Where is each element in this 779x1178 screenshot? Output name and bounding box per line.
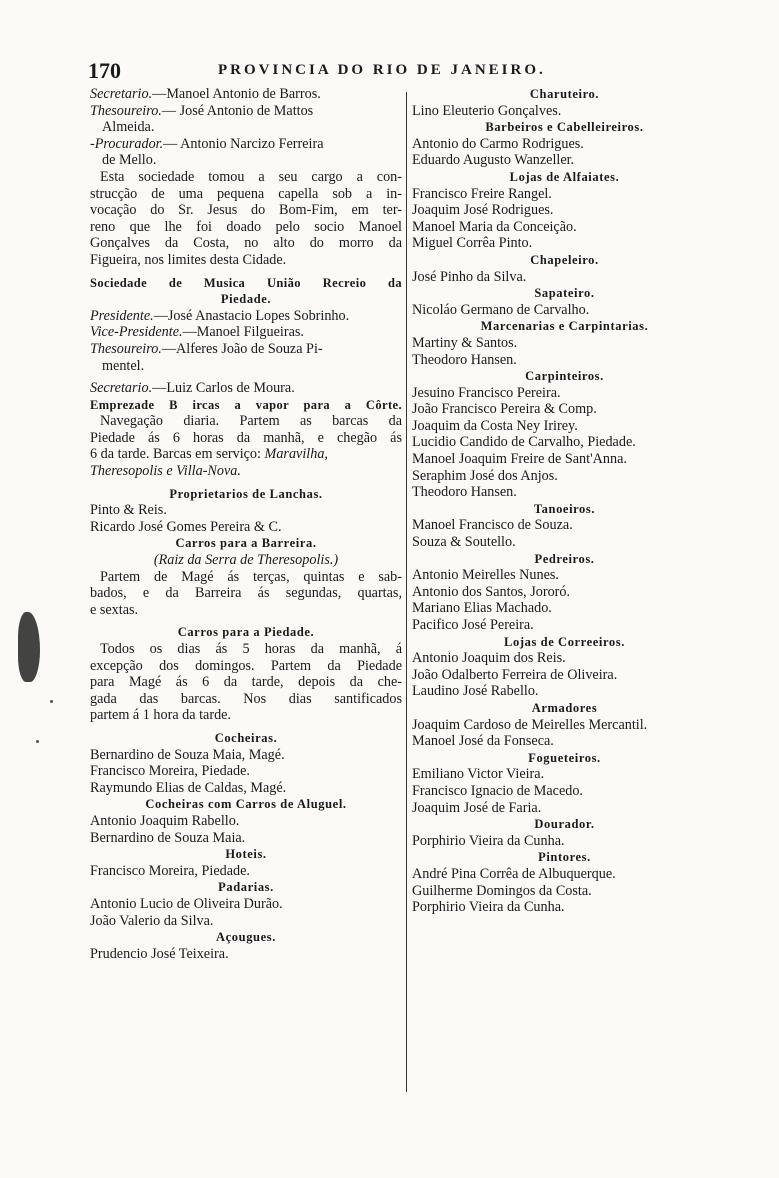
officer-name: —Manoel Antonio de Barros. xyxy=(152,86,321,102)
text-line: excepção dos domingos. Partem da Piedade xyxy=(90,657,402,674)
directory-entry: Pacifico José Pereira. xyxy=(412,617,534,633)
directory-entry: Manoel Maria da Conceição. xyxy=(412,218,577,235)
section-heading: Carros para a Piedade. xyxy=(177,625,315,640)
officer-line xyxy=(90,324,402,341)
directory-entry: Antonio dos Santos, Jororó. xyxy=(412,583,571,600)
directory-entry: Theodoro Hansen. xyxy=(412,351,517,368)
section-heading: Carros para a Barreira. xyxy=(175,536,317,551)
text-line: Esta sociedade tomou a seu cargo a con- xyxy=(100,168,402,185)
directory-entry: Prudencio José Teixeira. xyxy=(90,945,229,962)
section-heading: Padarias. xyxy=(218,880,274,895)
directory-entry: Emiliano Victor Vieira. xyxy=(412,766,545,783)
directory-entry: Joaquim da Costa Ney Irirey. xyxy=(412,417,578,434)
page-header xyxy=(88,58,709,86)
text-line: para Magé ás 6 da tarde, depois da che- xyxy=(90,674,402,691)
directory-entry: Ricardo José Gomes Pereira & C. xyxy=(90,518,282,535)
section-heading: Pedreiros. xyxy=(534,551,595,566)
directory-entry: Bernardino de Souza Maia, Magé. xyxy=(90,746,285,763)
ink-speck xyxy=(50,700,53,703)
directory-entry: Bernardino de Souza Maia. xyxy=(90,829,246,846)
directory-entry: Eduardo Augusto Wanzeller. xyxy=(412,152,575,169)
section-heading: Armadores xyxy=(531,700,598,715)
directory-entry: Francisco Ignacio de Macedo. xyxy=(412,782,583,799)
section-heading: Tanoeiros. xyxy=(533,501,596,516)
text-line: Navegação diaria. Partem as barcas da xyxy=(100,413,402,430)
text-line: e sextas. xyxy=(90,601,139,618)
directory-entry: Antonio Meirelles Nunes. xyxy=(412,567,559,584)
directory-entry: Theodoro Hansen. xyxy=(412,484,517,501)
left-column xyxy=(90,86,402,962)
officer-role: Secretario. xyxy=(90,380,153,397)
section-heading: Dourador. xyxy=(534,817,595,832)
officer-name: —Alferes João de Souza Pi- xyxy=(161,340,323,357)
text-line: gada das barcas. Nos dias santificados xyxy=(90,690,402,707)
directory-entry: Joaquim Cardoso de Meirelles Mercantil. xyxy=(412,716,648,733)
directory-entry: Antonio do Carmo Rodrigues. xyxy=(412,135,584,152)
directory-entry: Porphirio Vieira da Cunha. xyxy=(412,899,565,916)
continuation-line: mentel. xyxy=(102,357,145,374)
text-fragment: 6 da tarde. Barcas em serviço: xyxy=(90,446,265,463)
officer-name: —José Anastacio Lopes Sobrinho. xyxy=(153,307,350,324)
directory-entry: Laudino José Rabello. xyxy=(412,683,539,700)
directory-entry: Souza & Soutello. xyxy=(412,534,516,551)
directory-entry: Antonio Lucio de Oliveira Durão. xyxy=(90,895,283,912)
text-line: Figueira, nos limites desta Cidade. xyxy=(90,251,287,268)
section-heading: Sociedade de Musica União Recreio da xyxy=(90,275,402,290)
text-line: partem á 1 hora da tarde. xyxy=(90,707,232,724)
officer-name: — José Antonio de Mattos xyxy=(161,102,314,119)
column-divider xyxy=(406,92,407,1092)
text-line: Todos os dias ás 5 horas da manhã, á xyxy=(100,641,402,657)
continuation-line: de Mello. xyxy=(102,152,157,169)
directory-entry: Manoel Joaquim Freire de Sant'Anna. xyxy=(412,451,627,468)
directory-entry: Antonio Joaquim dos Reis. xyxy=(412,650,566,667)
directory-entry: Manoel Francisco de Souza. xyxy=(412,517,573,534)
subheading: (Raiz da Serra de Theresopolis.) xyxy=(153,552,339,569)
directory-entry: João Valerio da Silva. xyxy=(90,912,214,929)
directory-entry: João Francisco Pereira & Comp. xyxy=(412,401,597,418)
directory-entry: Seraphim José dos Anjos. xyxy=(412,467,558,484)
directory-entry: Lucidio Candido de Carvalho, Piedade. xyxy=(412,434,636,451)
directory-entry: André Pina Corrêa de Albuquerque. xyxy=(412,865,616,882)
boat-names: Maravilha, xyxy=(264,446,328,463)
section-heading: Chapeleiro. xyxy=(530,252,599,267)
directory-entry: Miguel Corrêa Pinto. xyxy=(412,235,533,252)
directory-entry: Manoel José da Fonseca. xyxy=(412,733,554,750)
directory-entry: José Pinho da Silva. xyxy=(412,268,527,285)
officer-role: Thesoureiro. xyxy=(90,102,162,119)
directory-entry: Porphirio Vieira da Cunha. xyxy=(412,832,565,849)
directory-entry: João Odalberto Ferreira de Oliveira. xyxy=(412,666,618,683)
section-heading: Sapateiro. xyxy=(534,286,595,301)
officer-line xyxy=(90,103,402,120)
officer-line xyxy=(90,136,402,153)
directory-entry: Francisco Freire Rangel. xyxy=(412,185,552,202)
officer-name: — Antonio Narcizo Ferreira xyxy=(163,135,324,152)
directory-entry: Mariano Elias Machado. xyxy=(412,600,552,617)
section-heading: Proprietarios de Lanchas. xyxy=(169,486,323,501)
ink-speck xyxy=(36,740,39,743)
officer-line xyxy=(90,341,402,358)
directory-entry: Antonio Joaquim Rabello. xyxy=(90,812,240,829)
section-heading: Emprezade B ircas a vapor para a Côrte. xyxy=(90,397,402,412)
section-heading: Pintores. xyxy=(538,850,591,865)
text-line xyxy=(90,446,402,463)
text-line: Piedade ás 6 horas da manhã, e chegão ás xyxy=(90,429,402,446)
officer-line xyxy=(90,308,402,325)
section-heading: Cocheiras. xyxy=(214,730,278,745)
directory-entry: Nicoláo Germano de Carvalho. xyxy=(412,301,590,318)
directory-entry: Joaquim José de Faria. xyxy=(412,799,542,816)
section-heading: Piedade. xyxy=(220,292,272,307)
section-heading: Hoteis. xyxy=(225,847,267,862)
officer-name: —Luiz Carlos de Moura. xyxy=(152,380,295,397)
officer-role: -Procurador. xyxy=(90,135,164,152)
directory-entry: Lino Eleuterio Gonçalves. xyxy=(412,102,562,119)
text-line: Gonçalves da Costa, no alto do morro da xyxy=(90,235,402,252)
directory-entry: Jesuino Francisco Pereira. xyxy=(412,384,561,401)
continuation-line: Almeida. xyxy=(102,119,155,136)
running-title: PROVINCIA DO RIO DE JANEIRO. xyxy=(218,62,546,78)
officer-role: Secretario. xyxy=(90,86,153,102)
page-number: 170 xyxy=(88,58,121,83)
directory-entry: Pinto & Reis. xyxy=(90,502,167,519)
directory-entry: Guilherme Domingos da Costa. xyxy=(412,882,592,899)
ink-blot xyxy=(18,612,40,682)
officer-role: Thesoureiro. xyxy=(90,340,162,357)
text-line: strucção de uma pequena capella sob a in- xyxy=(90,185,402,202)
officer-line xyxy=(90,86,402,103)
section-heading: Fogueteiros. xyxy=(528,750,601,765)
directory-entry: Joaquim José Rodrigues. xyxy=(412,202,554,219)
officer-line xyxy=(90,380,402,397)
directory-entry: Raymundo Elias de Caldas, Magé. xyxy=(90,779,287,796)
text-line: bados, e da Barreira ás segundas, quartas, xyxy=(90,585,402,602)
section-heading: Marcenarias e Carpintarias. xyxy=(480,319,649,334)
text-line: vocação do Sr. Jesus do Bom-Fim, em ter- xyxy=(90,202,402,219)
directory-entry: Martiny & Santos. xyxy=(412,334,518,351)
text-line: Partem de Magé ás terças, quintas e sab- xyxy=(100,568,402,585)
directory-entry: Francisco Moreira, Piedade. xyxy=(90,763,250,780)
section-heading: Cocheiras com Carros de Aluguel. xyxy=(145,797,347,812)
officer-role: Vice-Presidente. xyxy=(90,324,183,341)
text-line: Theresopolis e Villa-Nova. xyxy=(90,463,241,480)
right-column xyxy=(412,86,717,916)
section-heading: Açougues. xyxy=(216,930,276,945)
text-line: reno que lhe foi doado pelo socio Manoel xyxy=(90,218,402,235)
directory-entry: Francisco Moreira, Piedade. xyxy=(90,862,250,879)
section-heading: Carpinteiros. xyxy=(525,369,604,384)
officer-role: Presidente. xyxy=(90,307,154,324)
officer-name: —Manoel Filgueiras. xyxy=(182,324,304,341)
section-heading: Lojas de Correeiros. xyxy=(504,634,625,649)
section-heading: Barbeiros e Cabelleireiros. xyxy=(485,120,644,135)
section-heading: Charuteiro. xyxy=(529,87,600,101)
section-heading: Lojas de Alfaiates. xyxy=(509,169,620,184)
